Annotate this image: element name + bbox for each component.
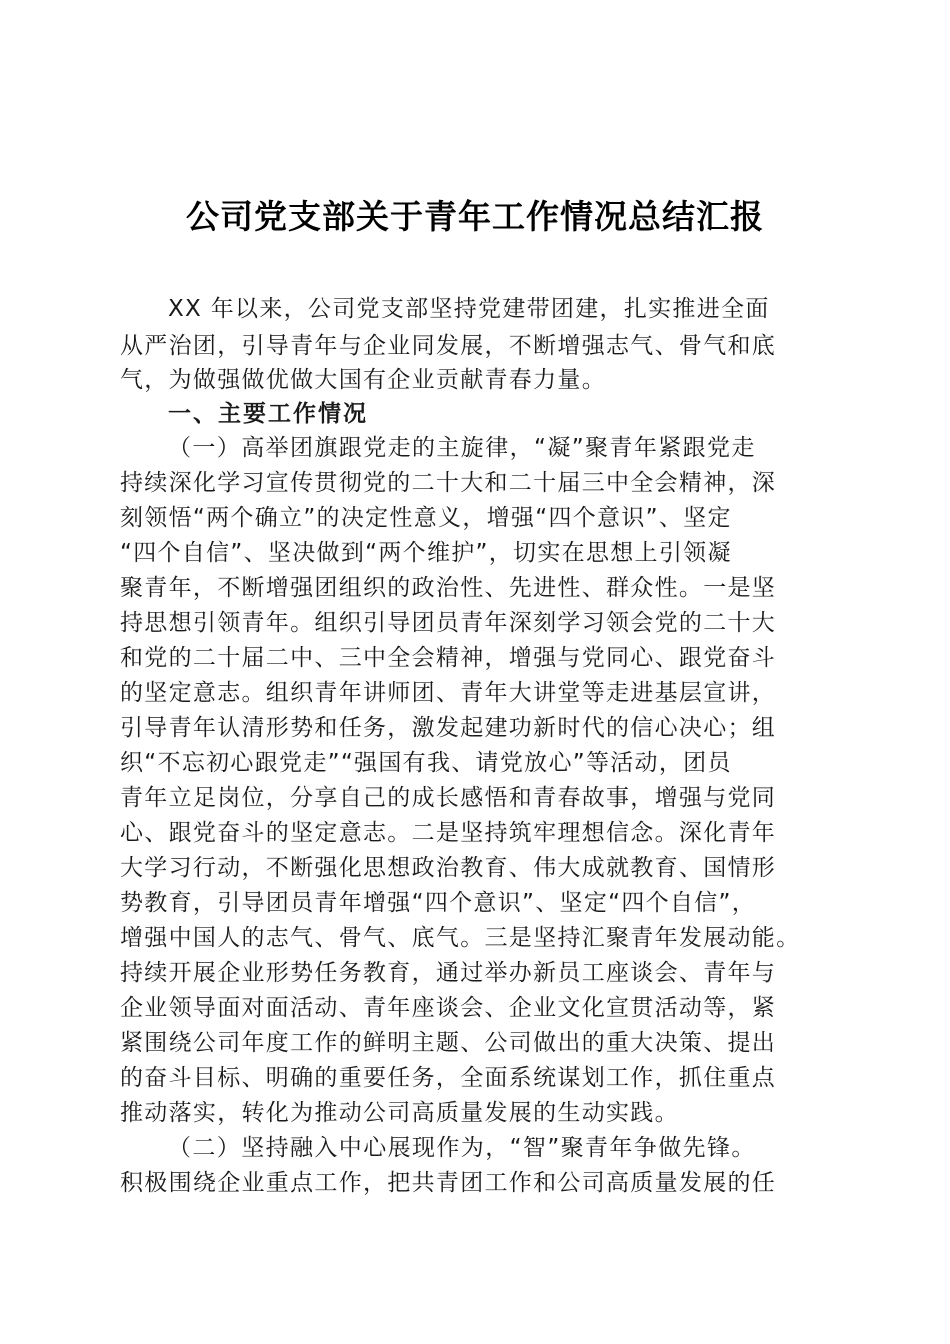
paragraph-line: 持续深化学习宣传贯彻党的二十大和二十届三中全会精神，深 xyxy=(120,470,777,496)
paragraph-line: 和党的二十届二中、三中全会精神，增强与党同心、跟党奋斗 xyxy=(120,645,777,671)
paragraph-line: 持思想引领青年。组织引导团员青年深刻学习领会党的二十大 xyxy=(120,610,777,636)
section-heading: 一、主要工作情况 xyxy=(168,401,368,427)
paragraph-line: 大学习行动，不断强化思想政治教育、伟大成就教育、国情形 xyxy=(120,855,777,881)
paragraph-line: 聚青年，不断增强团组织的政治性、先进性、群众性。一是坚 xyxy=(120,575,777,601)
paragraph-line: 企业领导面对面活动、青年座谈会、企业文化宣贯活动等，紧 xyxy=(120,995,777,1021)
subsection-heading: （一）高举团旗跟党走的主旋律，“凝”聚青年紧跟党走 xyxy=(168,435,756,461)
paragraph-line: 心、跟党奋斗的坚定意志。二是坚持筑牢理想信念。深化青年 xyxy=(120,820,777,846)
paragraph-line: 推动落实，转化为推动公司高质量发展的生动实践。 xyxy=(120,1100,679,1126)
paragraph-line: 的坚定意志。组织青年讲师团、青年大讲堂等走进基层宣讲， xyxy=(120,680,777,706)
paragraph-line: 紧围绕公司年度工作的鲜明主题、公司做出的重大决策、提出 xyxy=(120,1030,777,1056)
paragraph-line: 气，为做强做优做大国有企业贡献青春力量。 xyxy=(120,367,606,393)
paragraph-line: 从严治团，引导青年与企业同发展，不断增强志气、骨气和底 xyxy=(120,333,777,359)
document-title: 公司党支部关于青年工作情况总结汇报 xyxy=(186,197,764,236)
paragraph-line: 积极围绕企业重点工作，把共青团工作和公司高质量发展的任 xyxy=(120,1170,777,1196)
paragraph-line: 刻领悟“两个确立”的决定性意义，增强“四个意识”、坚定 xyxy=(120,505,732,531)
paragraph-line: 增强中国人的志气、骨气、底气。三是坚持汇聚青年发展动能。 xyxy=(120,925,801,951)
subsection-heading: （二）坚持融入中心展现作为，“智”聚青年争做先锋。 xyxy=(168,1135,756,1161)
paragraph-line: “四个自信”、坚决做到“两个维护”，切实在思想上引领凝 xyxy=(120,540,732,566)
paragraph-line: 织“不忘初心跟党走”“强国有我、请党放心”等活动，团员 xyxy=(120,750,732,776)
paragraph-line: 持续开展企业形势任务教育，通过举办新员工座谈会、青年与 xyxy=(120,960,777,986)
paragraph-line: 引导青年认清形势和任务，激发起建功新时代的信心决心；组 xyxy=(120,715,777,741)
paragraph-line: 青年立足岗位，分享自己的成长感悟和青春故事，增强与党同 xyxy=(120,785,777,811)
paragraph-line: 的奋斗目标、明确的重要任务，全面系统谋划工作，抓住重点 xyxy=(120,1065,777,1091)
paragraph-line: XX 年以来，公司党支部坚持党建带团建，扎实推进全面 xyxy=(168,296,770,322)
paragraph-line: 势教育，引导团员青年增强“四个意识”、坚定“四个自信”， xyxy=(120,890,757,916)
